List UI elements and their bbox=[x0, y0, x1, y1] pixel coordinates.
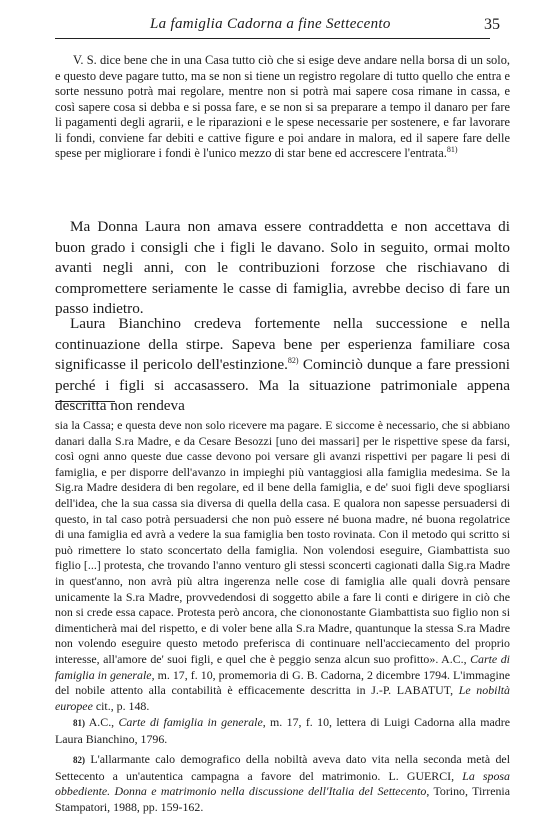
running-head-title: La famiglia Cadorna a fine Settecento bbox=[150, 16, 391, 32]
footnote-81-number: 81) bbox=[73, 718, 85, 728]
footnote-continuation-text-b: , m. 17, f. 10, promemoria di G. B. Cadorna, 2 dicembre 1794. L'immagine del nobile attento alla contabilità è efficacemente descritta in J.-P. LABATUT, bbox=[55, 667, 510, 698]
footnote-divider bbox=[55, 401, 115, 402]
footnote-82-text-b: , Torino, Tirrenia Stampatori, 1988, pp. 159-162. bbox=[55, 784, 510, 814]
footnote-81-title: Carte di famiglia in generale bbox=[118, 715, 263, 729]
footnote-81 bbox=[55, 715, 510, 747]
footnote-82-title: La sposa obbediente. Donna e matrimonio nella discussione dell'Italia del Settecento bbox=[55, 768, 511, 799]
footnote-82 bbox=[55, 752, 510, 815]
footnote-continuation-title: Carte di famiglia in generale bbox=[55, 651, 510, 682]
footnote-continuation bbox=[55, 418, 510, 714]
page-number: 35 bbox=[484, 16, 500, 33]
running-head bbox=[55, 16, 500, 39]
footnote-81-text-b: , m. 17, f. 10, lettera di Luigi Cadorna alla madre Laura Bianchino, 1796. bbox=[55, 715, 510, 746]
body-paragraph-1: Ma Donna Laura non amava essere contraddetta e non accettava di buon grado i consigli che i figli le davano. Solo in seguito, ormai molto avanti negli anni, con le contribuzioni forzose che rischiavano di compromettere seriamente le casse di famiglia, avrebbe deciso di fare un passo indietro. bbox=[55, 218, 510, 317]
footnote-ref-81[interactable]: 81) bbox=[446, 144, 458, 154]
footnote-continuation-text-c: cit., p. 148. bbox=[92, 698, 150, 713]
body-paragraph-2 bbox=[55, 314, 510, 417]
body-paragraph-2-text-b: Cominciò dunque a fare pressioni perché i figli si accasassero. Ma la situazione patrimoniale appena descritta non rendeva bbox=[55, 356, 511, 414]
body-paragraph-2-text-a: Laura Bianchino credeva fortemente nella successione e nella continuazione della stirpe. Sapeva bene per esperienza familiare cosa significasse il pericolo dell'estinzione. bbox=[55, 315, 510, 373]
footnote-continuation-title-2: Le nobiltà europee bbox=[55, 683, 510, 713]
block-quote bbox=[55, 53, 510, 162]
footnote-continuation-text-a: sia la Cassa; e questa deve non solo ricevere ma pagare. E siccome è necessario, che si abbiano danari dalla S.ra Madre, e da Cesare Besozzi [uno dei massari] per le rispettive spese da farsi, così ogni anno queste due casse devono poi versare gli avanzi rispettivi per pagare li pesi di famiglia, e per disporre dell'avanzo in impieghi più vantaggiosi alla famiglia medesima. Se la Sig.ra Madre desidera di ben regolare, ed il bene della famiglia, e de' suoi figli deve spogliarsi dell'idea, che la sua cassa sia diversa di quella della casa. E qualora non sapesse persuadersi di questo, in tal caso potrà persuadersi che non può essere né buona madre, né buona regolatrice di una famiglia ed avrà a vedere la sua famiglia ben tosto rovinata. Con il metodo qui scritto si può rimettere lo stato sconcertato della famiglia. Non volendosi eseguire, Giambattista suo figlio [...] protesta, che trovando l'anno venturo gli stessi sconcerti cagionati dalla Sig.ra Madre in quest'anno, non avrà più altra ingerenza nelle cose di famiglia alle quali dovrà pensare unicamente la S.ra Madre, provvedendosi di soggetto abile a fare li conti e dirigere in ciò che non si crede essa capace. Protesta però ancora, che ciononostante Giambattista suo figlio non si dimenticherà mai del rispetto, e di voler bene alla S.ra Madre, quantunque la stessa S.ra Madre non volendo eseguire questo metodo preferisca di continuare nell'acciecamento del proprio interesse, all'amore de' suoi figli, e quel che è peggio senza alcun suo profitto». A.C., bbox=[55, 418, 510, 666]
footnote-81-text-a: A.C., bbox=[85, 715, 119, 729]
footnote-ref-82[interactable]: 82) bbox=[287, 355, 299, 365]
quote-text: V. S. dice bene che in una Casa tutto ciò che si esige deve andare nella borsa di un solo, e questo deve pagare tutto, ma se non si tiene un registro regolare di tutto quello che entra e sorte nessuno potrà mai regolare, mentre non si potrà mai sapere cosa rimane in cassa, e così sapere cosa si debba e si possa fare, e se non si sa preparare a tempo il danaro per fare li pagamenti degli agrarii, e le riparazioni e le spese necessarie per sostenere, e far lavorare li fondi, conviene far debiti e cattive figure e poi andare in malora, ed il sapere fare delle spese per migliorare i fondi è l'unico mezzo di star bene ed accrescere l'entrata. bbox=[55, 53, 510, 160]
footnote-82-text-a: L'allarmante calo demografico della nobiltà aveva dato vita nella seconda metà del Settecento a un'autentica campagna a favore del matrimonio. L. GUERCI, bbox=[55, 752, 510, 783]
footnote-82-number: 82) bbox=[73, 755, 85, 765]
